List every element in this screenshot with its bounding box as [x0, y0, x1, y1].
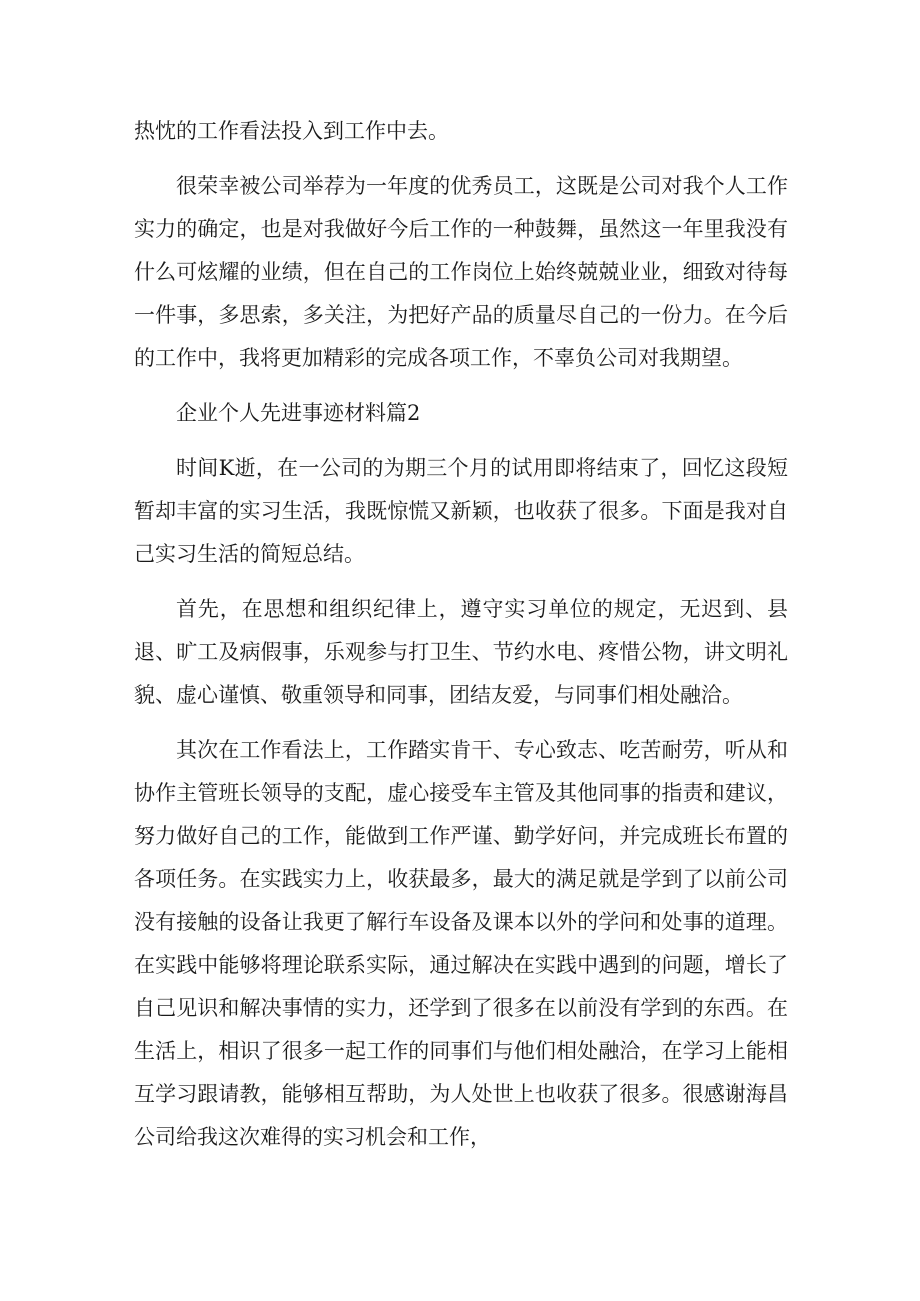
paragraph-discipline: 首先，在思想和组织纪律上，遵守实习单位的规定，无迟到、县退、旷工及病假事，乐观参与打卫生、节约水电、疼惜公物，讲文明礼貌、虚心谨慎、敬重领导和同事，团结友爱，与同事们相处融洽。 [134, 597, 788, 707]
document-body [134, 110, 788, 1171]
section-heading: 企业个人先进事迹材料篇2 [176, 401, 421, 425]
paragraph-intro: 时间K逝，在一公司的为期三个月的试用即将结束了，回忆这段短暂却丰富的实习生活，我既惊慌又新颖，也收获了很多。下面是我对自己实习生活的简短总结。 [134, 456, 788, 566]
paragraph-continued: 热忱的工作看法投入到工作中去。 [134, 119, 449, 143]
paragraph-honor: 很荣幸被公司举荐为一年度的优秀员工，这既是公司对我个人工作实力的确定，也是对我做好今后工作的一种鼓舞，虽然这一年里我没有什么可炫耀的业绩，但在自己的工作岗位上始终兢兢业业，细致对待每一件事，多思索，多关注，为把好产品的质量尽自己的一份力。在今后的工作中，我将更加精彩的完成各项工作，不辜负公司对我期望。 [134, 174, 788, 370]
paragraph-attitude: 其次在工作看法上，工作踏实肯干、专心致志、吃苦耐劳，听从和协作主管班长领导的支配，虚心接受车主管及其他同事的指责和建议，努力做好自己的工作，能做到工作严谨、勤学好问，并完成班长布置的各项任务。在实践实力上，收获最多，最大的满足就是学到了以前公司没有接触的设备让我更了解行车设备及课本以外的学问和处事的道理。在实践中能够将理论联系实际，通过解决在实践中遇到的问题，增长了自己见识和解决事情的实力，还学到了很多在以前没有学到的东西。在生活上，相识了很多一起工作的同事们与他们相处融洽，在学习上能相互学习跟请教，能够相互帮助，为人处世上也收获了很多。很感谢海昌公司给我这次难得的实习机会和工作， [134, 738, 788, 1149]
